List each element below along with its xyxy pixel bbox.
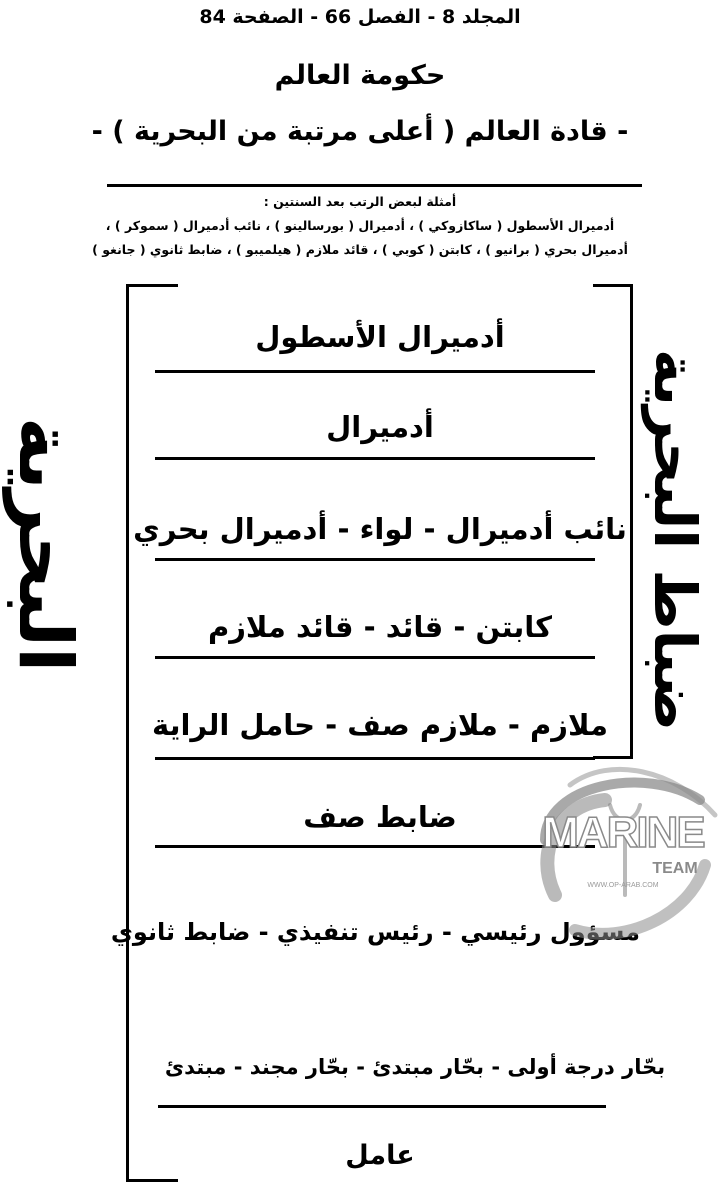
title-divider [107, 184, 642, 187]
examples-heading: أمثلة لبعض الرتب بعد السنتين : [263, 194, 457, 209]
page-header: المجلد 8 - الفصل 66 - الصفحة 84 [199, 6, 521, 28]
watermark-team: TEAM [652, 860, 698, 877]
side-label-officers [630, 348, 720, 732]
marine-team-watermark [515, 745, 720, 945]
rank-chief-petty-officer: مسؤول رئيسي - رئيس تنفيذي - ضابط ثانوي [110, 918, 640, 946]
rank-captain: كابتن - قائد - قائد ملازم [207, 610, 553, 644]
rank-divider [155, 370, 595, 373]
rank-vice-admiral: نائب أدميرال - لواء - أدميرال بحري [133, 512, 627, 546]
rank-divider [155, 558, 595, 561]
rank-lieutenant: ملازم - ملازم صف - حامل الراية [152, 708, 608, 742]
page-subtitle: - قادة العالم ( أعلى مرتبة من البحرية ) - [91, 116, 629, 147]
side-label-officers-text: ضباط البحرية [641, 348, 709, 732]
page-title: حكومة العالم [274, 60, 446, 91]
rank-fleet-admiral: أدميرال الأسطول [255, 320, 505, 354]
rank-seaman: بحّار درجة أولى - بحّار مبتدئ - بحّار مجند - مبتدئ [164, 1055, 666, 1079]
examples-block [40, 190, 680, 262]
examples-line-2: أدميرال بحري ( برانيو ) ، كابتن ( كوبي ) ، قائد ملازم ( هيلميبو ) ، ضابط ثانوي ( جانغو ) [92, 242, 628, 257]
rank-warrant-officer: ضابط صف [303, 800, 457, 834]
rank-divider [155, 457, 595, 460]
bracket-right-top [593, 284, 633, 287]
rank-worker: عامل [345, 1140, 415, 1171]
rank-divider [155, 656, 595, 659]
watermark-text: MARINE [542, 808, 704, 857]
bracket-left-bottom [126, 1179, 178, 1182]
rank-admiral: أدميرال [326, 410, 434, 444]
side-label-navy-text: البحرية [2, 417, 88, 673]
rank-divider [158, 1105, 606, 1108]
examples-line-1: أدميرال الأسطول ( ساكازوكي ) ، أدميرال ( بورسالينو ) ، نائب أدميرال ( سموكر ) ، [105, 218, 615, 233]
watermark-url: WWW.OP-ARAB.COM [587, 882, 659, 889]
side-label-navy [0, 365, 90, 725]
bracket-left-top [126, 284, 178, 287]
